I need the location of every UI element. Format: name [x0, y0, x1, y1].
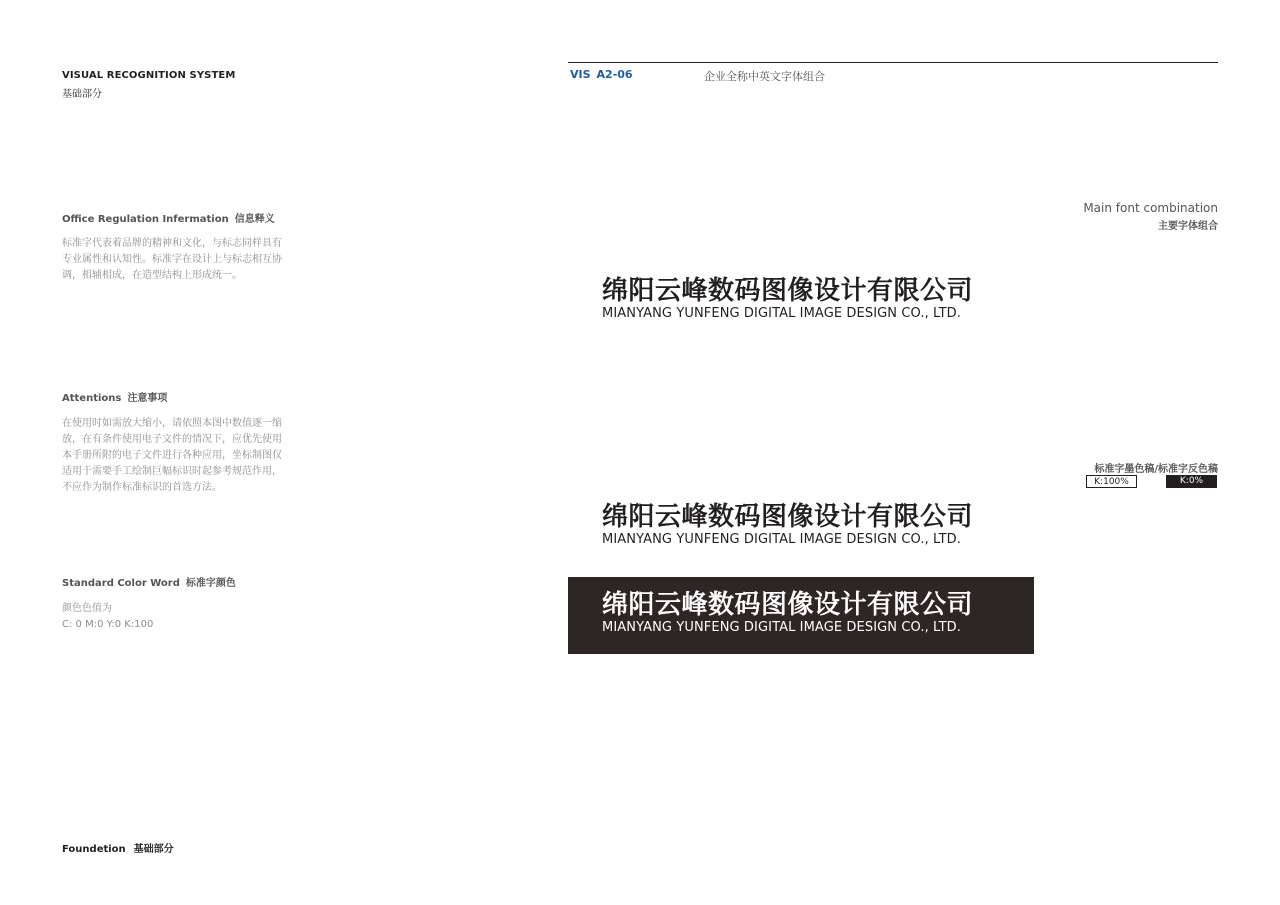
section-body-color: [62, 601, 288, 633]
vis-code: [570, 68, 633, 81]
swatch-k0: K:0%: [1166, 475, 1217, 488]
section-title-attentions: [62, 389, 167, 404]
vis-number: A2-06: [596, 68, 633, 81]
logo-reversed: [602, 590, 1002, 635]
logo-reversed-cn: 绵阳云峰数码图像设计有限公司: [602, 590, 974, 620]
logo-primary: [602, 276, 1002, 321]
main-font-title-en: Main font combination: [1083, 201, 1218, 215]
logo-ink: [602, 502, 1002, 547]
system-title-en: VISUAL RECOGNITION SYSTEM: [62, 70, 236, 81]
logo-reversed-en: MIANYANG YUNFENG DIGITAL IMAGE DESIGN CO., LTD.: [602, 620, 961, 635]
section-title-color-en: Standard Color Word: [62, 578, 180, 589]
section-body-attentions: 在使用时如需放大缩小，请依照本图中数值逐一缩放，在有条件使用电子文件的情况下，应优先使用本手册所附的电子文件进行各种应用，坐标制图仅适用于需要手工绘制巨幅标识时起参考规范作用，不应作为制作标准标识的首选方法。: [62, 418, 282, 493]
section-title-attentions-cn: 注意事项: [127, 393, 168, 404]
top-rule: [568, 62, 1218, 63]
logo-primary-cn: 绵阳云峰数码图像设计有限公司: [602, 276, 974, 306]
footer-label: [62, 840, 174, 855]
section-title-info: [62, 210, 275, 225]
color-value-cmyk: C: 0 M:0 Y:0 K:100: [62, 619, 154, 630]
swatch-k100: K:100%: [1086, 475, 1137, 488]
logo-ink-cn: 绵阳云峰数码图像设计有限公司: [602, 502, 974, 532]
swatch-title: 标准字墨色稿/标准字反色稿: [1094, 464, 1218, 475]
section-title-attentions-en: Attentions: [62, 393, 122, 404]
logo-primary-en: MIANYANG YUNFENG DIGITAL IMAGE DESIGN CO., LTD.: [602, 306, 961, 321]
footer-en: Foundetion: [62, 844, 126, 855]
vis-prefix: VIS: [570, 68, 591, 81]
section-title-color: [62, 574, 236, 589]
page-title: 企业全称中英文字体组合: [704, 70, 825, 83]
section-title-info-cn: 信息释义: [234, 214, 275, 225]
section-title-info-en: Office Regulation Infermation: [62, 214, 229, 225]
main-font-title-cn: 主要字体组合: [1158, 221, 1218, 232]
section-title-color-cn: 标准字颜色: [185, 578, 236, 589]
system-title-cn: 基础部分: [62, 89, 102, 100]
logo-ink-en: MIANYANG YUNFENG DIGITAL IMAGE DESIGN CO., LTD.: [602, 532, 961, 547]
footer-cn: 基础部分: [133, 844, 174, 855]
section-body-info: 标准字代表着品牌的精神和文化，与标志同样具有专业属性和认知性。标准字在设计上与标志相互协调，相辅相成，在造型结构上形成统一。: [62, 238, 282, 281]
color-value-label: 颜色色值为: [62, 603, 112, 614]
